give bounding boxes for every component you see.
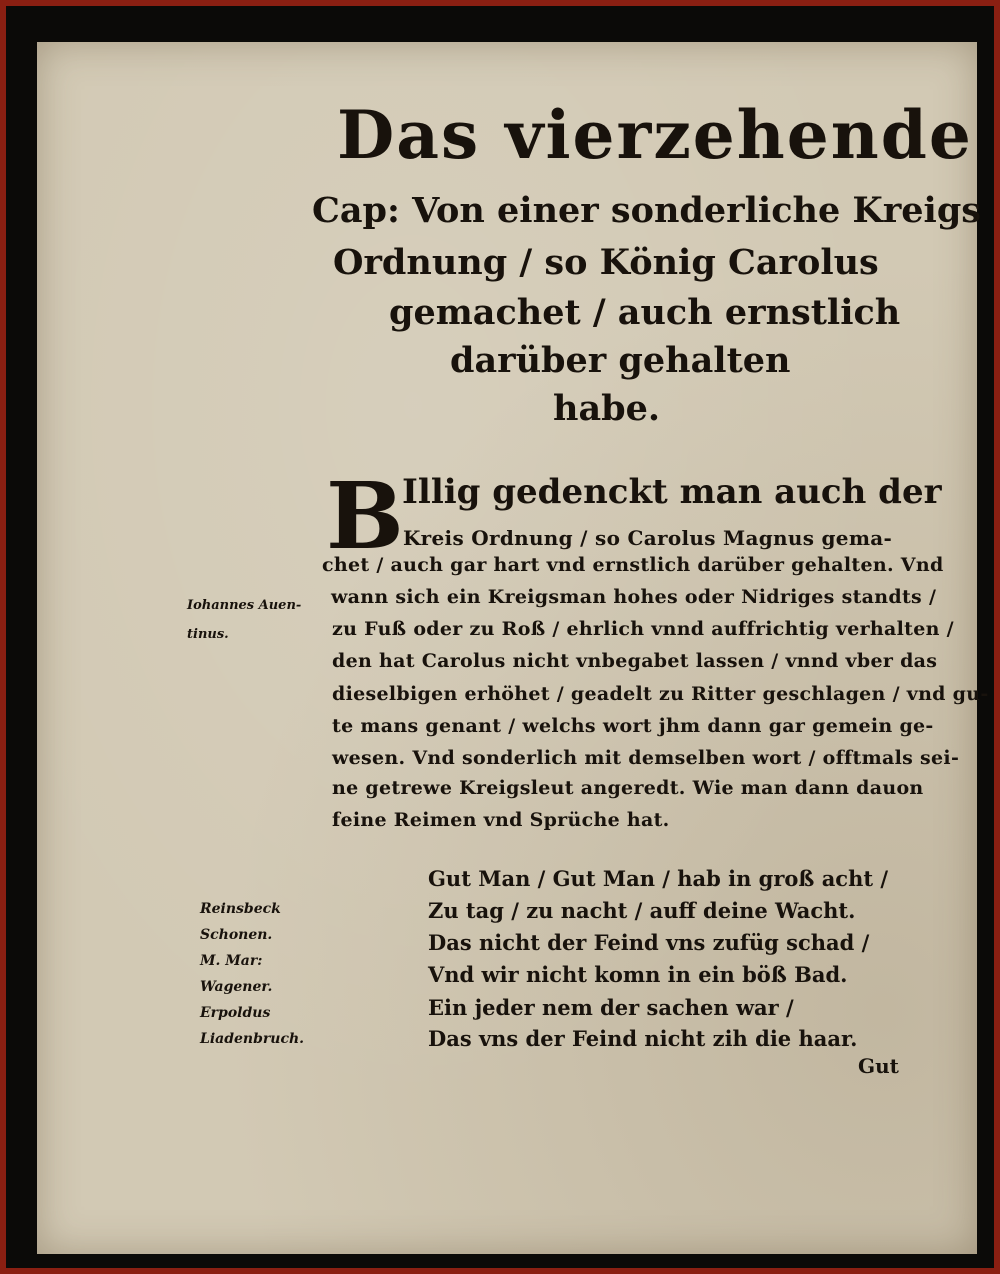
body-line-5: zu Fuß oder zu Roß / ehrlich vnnd auffrichtig verhalten /	[332, 618, 954, 640]
body-line-4: wann sich ein Kreigsman hohes oder Nidriges standts /	[331, 586, 937, 608]
page-edge-bottom	[0, 1268, 1000, 1274]
verse-line-6: Das vns der Feind nicht zih die haar.	[428, 1026, 858, 1051]
body-line-10: ne getrewe Kreigsleut angeredt. Wie man dann dauon	[332, 777, 924, 799]
heading-line-1: Cap: Von einer sonderliche Kreigs	[312, 190, 982, 231]
verse-line-5: Ein jeder nem der sachen war /	[428, 995, 794, 1020]
verse-line-2: Zu tag / zu nacht / auff deine Wacht.	[428, 898, 856, 923]
heading-line-4: darüber gehalten	[450, 340, 791, 381]
margin-note-2-line-1: Reinsbeck	[200, 901, 281, 917]
body-line-2: Kreis Ordnung / so Carolus Magnus gema-	[403, 526, 893, 550]
margin-note-2-line-5: Erpoldus	[200, 1005, 271, 1021]
body-line-11: feine Reimen vnd Sprüche hat.	[332, 809, 670, 831]
margin-note-1-line-2: tinus.	[187, 627, 229, 642]
page-edge-left	[0, 0, 6, 1274]
margin-note-2-line-3: M. Mar:	[200, 953, 263, 969]
decorated-initial: B	[326, 462, 404, 570]
margin-note-2-line-4: Wagener.	[200, 979, 273, 995]
page-edge-right	[994, 0, 1000, 1274]
body-line-6: den hat Carolus nicht vnbegabet lassen / vnnd vber das	[332, 650, 938, 672]
page-edge-top	[0, 0, 1000, 6]
chapter-title: Das vierzehende	[337, 96, 973, 174]
body-line-1: Illig gedenckt man auch der	[402, 472, 942, 512]
verse-line-4: Vnd wir nicht komn in ein böß Bad.	[428, 962, 848, 987]
margin-note-2-line-6: Liadenbruch.	[200, 1031, 305, 1047]
heading-line-2: Ordnung / so König Carolus	[333, 242, 879, 283]
margin-note-1-line-1: Iohannes Auen-	[187, 598, 302, 613]
verse-line-1: Gut Man / Gut Man / hab in groß acht /	[428, 866, 889, 891]
margin-note-2-line-2: Schonen.	[200, 927, 273, 943]
catchword: Gut	[858, 1054, 899, 1078]
body-line-7: dieselbigen erhöhet / geadelt zu Ritter geschlagen / vnd gu-	[332, 683, 989, 705]
heading-line-5: habe.	[553, 388, 661, 429]
heading-line-3: gemachet / auch ernstlich	[389, 292, 901, 333]
verse-line-3: Das nicht der Feind vns zufüg schad /	[428, 930, 870, 955]
body-line-8: te mans genant / welchs wort jhm dann gar gemein ge-	[332, 715, 934, 737]
body-line-3: chet / auch gar hart vnd ernstlich darüber gehalten. Vnd	[322, 554, 944, 576]
body-line-9: wesen. Vnd sonderlich mit demselben wort / offtmals sei-	[332, 747, 960, 769]
